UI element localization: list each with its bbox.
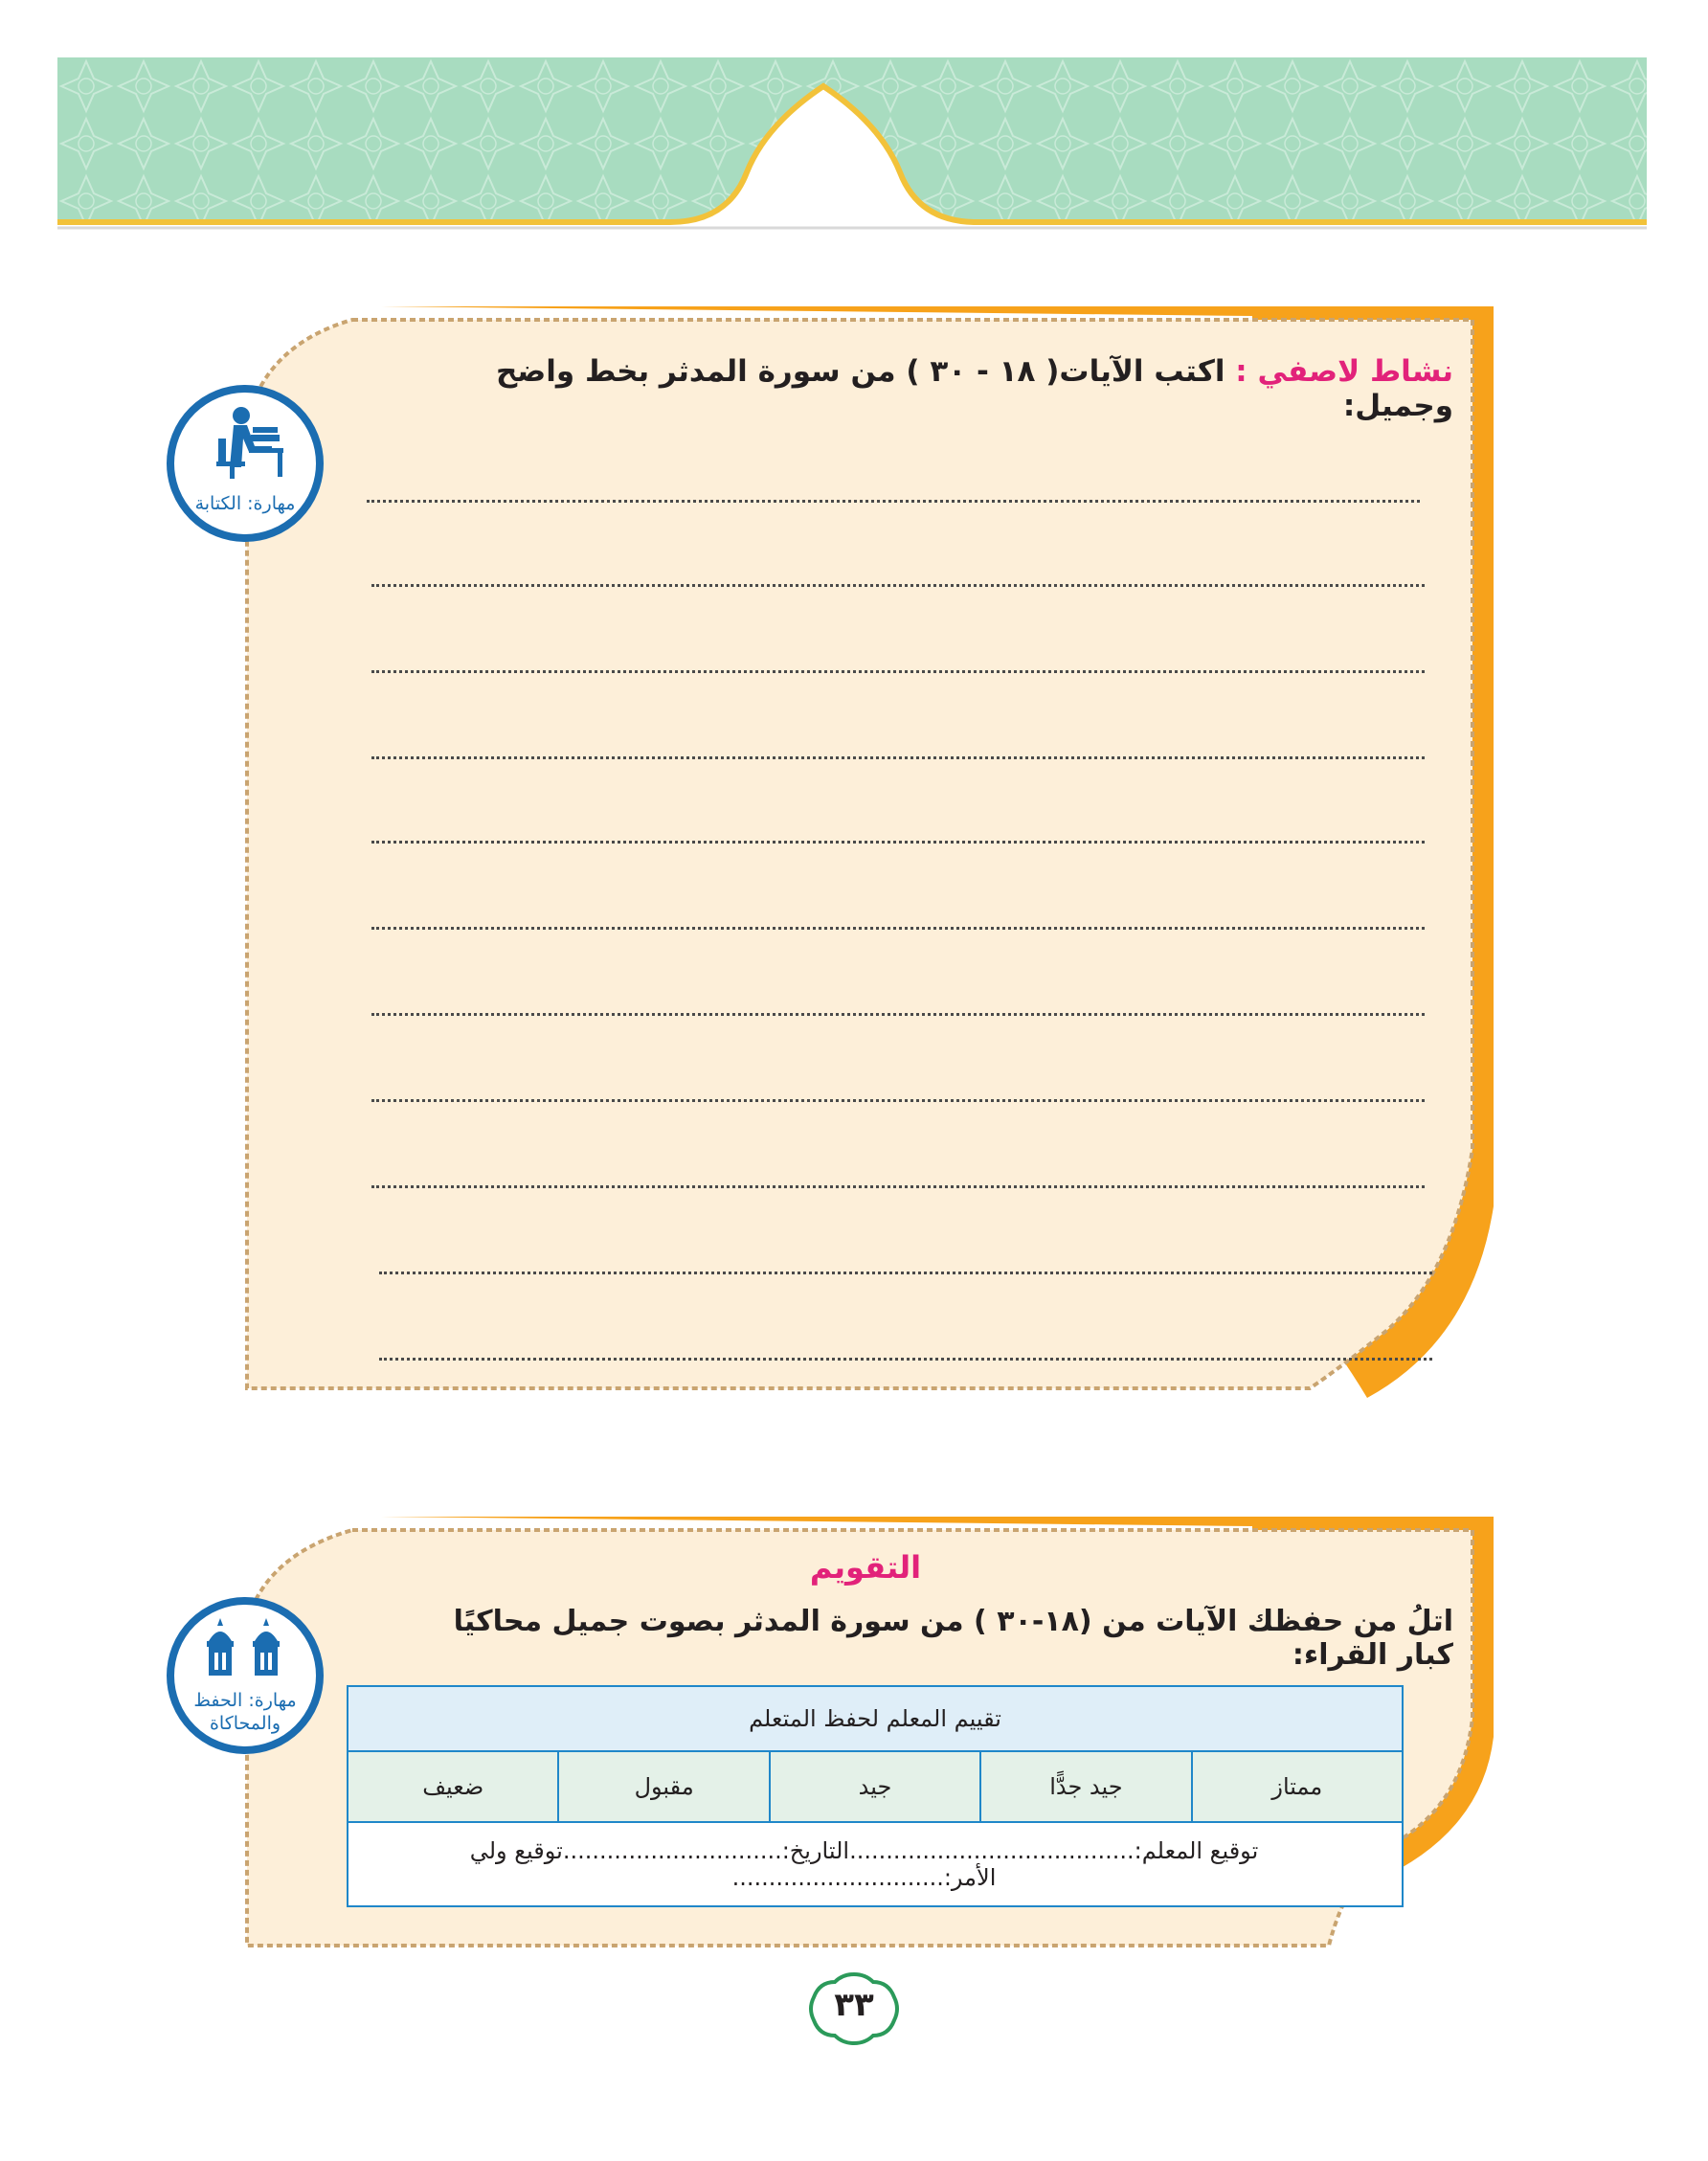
activity-instruction: اكتب الآيات( ١٨ - ٣٠ ) من سورة المدثر بخط واضح وجميل: bbox=[495, 354, 1453, 423]
decorative-header-banner bbox=[57, 57, 1647, 230]
grade-acceptable[interactable]: مقبول bbox=[558, 1751, 769, 1822]
writing-line[interactable] bbox=[371, 1099, 1425, 1102]
signature-row[interactable]: توقيع المعلم:.......................................التاريخ:..............................توقيع ولي الأمر:............................. bbox=[348, 1822, 1403, 1906]
writing-skill-label: مهارة: الكتابة bbox=[194, 493, 296, 514]
teacher-rating-table bbox=[347, 1685, 1404, 1907]
page-number: ٣٣ bbox=[834, 1986, 874, 2024]
memorization-skill-label-line2: والمحاكاة bbox=[209, 1713, 281, 1734]
writing-line[interactable] bbox=[371, 927, 1425, 930]
activity-panel-frame bbox=[237, 306, 1494, 1494]
page-number-frame bbox=[806, 1970, 902, 2047]
rating-table-header: تقييم المعلم لحفظ المتعلم bbox=[348, 1686, 1403, 1751]
memorization-skill-label-line1: مهارة: الحفظ bbox=[193, 1690, 297, 1711]
writing-line[interactable] bbox=[371, 1185, 1425, 1188]
evaluation-instruction: اتلُ من حفظك الآيات من (١٨-٣٠ ) من سورة المدثر بصوت جميل محاكيًا كبار القراء: bbox=[453, 1605, 1453, 1672]
writing-line[interactable] bbox=[367, 500, 1420, 503]
activity-label: نشاط لاصفي : bbox=[1235, 354, 1453, 389]
grade-excellent[interactable]: ممتاز bbox=[1192, 1751, 1403, 1822]
grade-very-good[interactable]: جيد جدًّا bbox=[980, 1751, 1191, 1822]
writing-line[interactable] bbox=[379, 1358, 1432, 1361]
writing-line[interactable] bbox=[371, 670, 1425, 673]
memorization-skill-badge bbox=[167, 1597, 324, 1754]
writing-line[interactable] bbox=[371, 1013, 1425, 1016]
evaluation-panel bbox=[237, 1517, 1494, 1947]
writing-line[interactable] bbox=[379, 1272, 1432, 1274]
writing-skill-badge bbox=[167, 385, 324, 542]
grade-weak[interactable]: ضعيف bbox=[348, 1751, 558, 1822]
writing-line[interactable] bbox=[371, 584, 1425, 587]
activity-heading bbox=[400, 354, 1453, 423]
grade-good[interactable]: جيد bbox=[770, 1751, 980, 1822]
activity-panel bbox=[237, 306, 1494, 1494]
writing-line[interactable] bbox=[371, 756, 1425, 759]
evaluation-title: التقويم bbox=[809, 1549, 922, 1586]
writing-line[interactable] bbox=[371, 841, 1425, 844]
